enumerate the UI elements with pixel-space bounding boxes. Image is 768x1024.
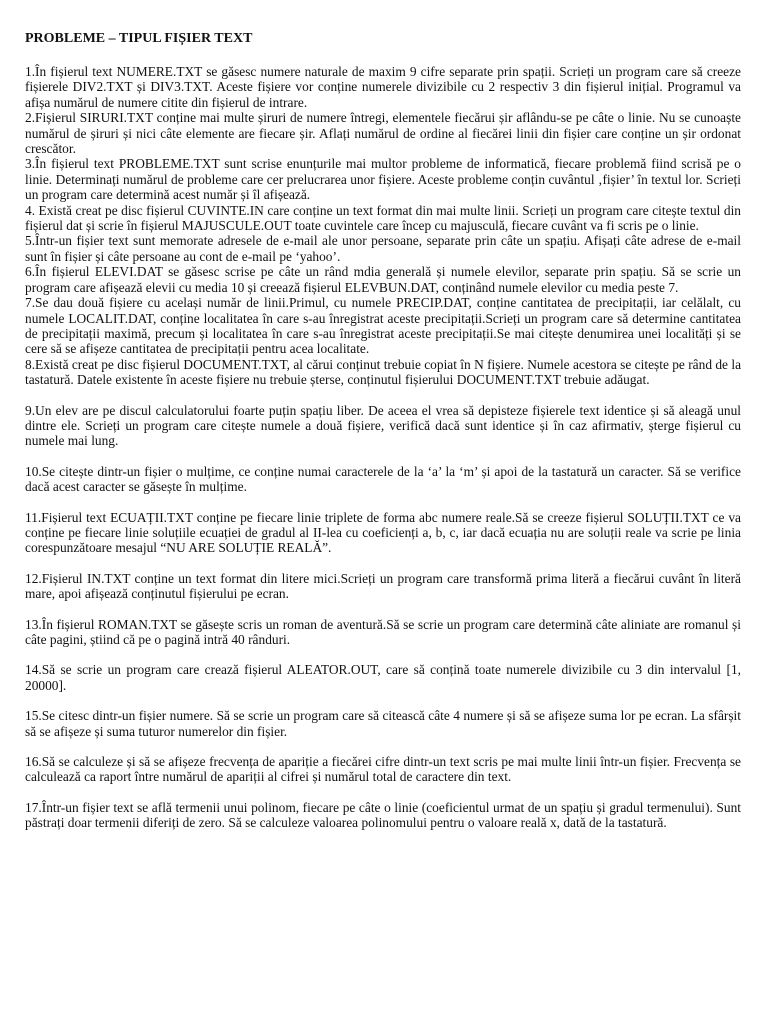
problem-13: 13.În fișierul ROMAN.TXT se găsește scris un roman de aventură.Să se scrie un program care determină câte aliniate are romanul și câte pagini, știind că pe o pagină intră 40 rânduri.: [25, 616, 741, 647]
problem-17: 17.Într-un fișier text se află termenii unui polinom, fiecare pe câte o linie (coeficientul urmat de un spațiu și gradul termenului). Sunt păstrați doar termenii diferiți de zero. Să se calculeze valoarea polinomului pentru o valoare reală x, dată de la tastatură.: [25, 799, 741, 831]
problem-16: 16.Să se calculeze și să se afișeze frecvența de apariție a fiecărei cifre dintr-un text scris pe mai multe linii într-un fișier. Frecvența se calculează ca raport între numărul de apariții al cifrei și numărul total de caractere din text.: [25, 754, 741, 785]
problem-3: 3.În fișierul text PROBLEME.TXT sunt scrise enunțurile mai multor probleme de informatică, fiecare problemă fiind scrisă pe o linie. Determinați numărul de probleme care cer prelucrarea unor fișiere. Aceste probleme conțin cuvântul ‚fișier’ în textul lor. Scrieți un program care determină acest număr și îl afișează.: [25, 156, 741, 203]
document-title: PROBLEME – TIPUL FIȘIER TEXT: [25, 31, 253, 46]
problem-9: 9.Un elev are pe discul calculatorului foarte puțin spațiu liber. De aceea el vrea să depisteze fișierele text identice și să aleagă unul dintre ele. Scrieți un program care citește numele a două fișiere, verifică dacă sunt identice și în caz afirmativ, șterge fișierul cu numele mai lung.: [25, 402, 741, 449]
problem-10: 10.Se citește dintr-un fișier o mulțime, ce conține numai caracterele de la ‘a’ la ‘m’ și apoi de la tastatură un caracter. Să se verifice dacă acest caracter se găsește în mulțime.: [25, 463, 741, 495]
problem-7: 7.Se dau două fișiere cu același număr de linii.Primul, cu numele PRECIP.DAT, conține cantitatea de precipitații, iar celălalt, cu numele LOCALIT.DAT, conține localitatea în care s-au înregistrat aceste precipitații.Scrieți un program care să determine cantitatea de precipitații maximă, precum și localitatea în care s-au înregistrat aceste precipitații.Se mai citește denumirea unei localități și se cere să se afișeze cantitatea de precipitații pentru acea localitate.: [25, 295, 741, 357]
problem-12: 12.Fișierul IN.TXT conține un text format din litere mici.Scrieți un program care transformă prima literă a fiecărui cuvânt în literă mare, apoi afișează conținutul fișierului pe ecran.: [25, 570, 741, 602]
problem-4: 4. Există creat pe disc fișierul CUVINTE.IN care conține un text format din mai multe linii. Scrieți un program care citește textul din fișierul dat și scrie în fișierul MAJUSCULE.OUT toate cuvintele care încep cu majusculă, fiecare cuvânt va fi scris pe o linie.: [25, 202, 741, 234]
problem-6: 6.În fișierul ELEVI.DAT se găsesc scrise pe câte un rând mdia generală și numele elevilor, separate prin spațiu. Să se scrie un program care afișează elevii cu media 10 și creează fișierul ELEVBUN.DAT, conținând numele elevilor cu media peste 7.: [25, 264, 741, 295]
problem-11: 11.Fișierul text ECUAȚII.TXT conține pe fiecare linie triplete de forma abc numere reale.Să se creeze fișierul SOLUȚII.TXT ce va conține pe fiecare linie soluțiile ecuației de gradul al II-lea cu coeficienți a, b, c, iar dacă ecuația nu are soluții reale va scrie pe linia corespunzătoare mesajul “NU ARE SOLUȚIE REALĂ”.: [25, 509, 741, 556]
problem-15: 15.Se citesc dintr-un fișier numere. Să se scrie un program care să citească câte 4 numere și să se afișeze suma lor pe ecran. La sfârșit să se afișeze și suma tuturor numerelor din fișier.: [25, 708, 741, 739]
problem-8: 8.Există creat pe disc fișierul DOCUMENT.TXT, al cărui conținut trebuie copiat în N fișiere. Numele acestora se citește pe rând de la tastatură. Datele existente în aceste fișiere nu trebuie șterse, conținutul fișierului DOCUMENT.TXT trebuie adăugat.: [25, 356, 742, 388]
problem-1: 1.În fișierul text NUMERE.TXT se găsesc numere naturale de maxim 9 cifre separate prin spații. Scrieți un program care să creeze fișierele DIV2.TXT și DIV3.TXT. Aceste fișiere vor conține numerele divizibile cu 2 respectiv 3 din fișierul inițial. Programul va afișa numărul de numere citite din fișierul de intrare.: [25, 64, 741, 110]
problem-14: 14.Să se scrie un program care crează fișierul ALEATOR.OUT, care să conțină toate numerele divizibile cu 3 din intervalul [1, 20000].: [25, 662, 741, 693]
problem-5: 5.Într-un fișier text sunt memorate adresele de e-mail ale unor persoane, separate prin câte un spațiu. Afișați câte adrese de e-mail sunt în fișier și câte persoane au cont de e-mail pe ‘yahoo’.: [25, 233, 741, 264]
problem-2: 2.Fișierul SIRURI.TXT conține mai multe șiruri de numere întregi, elementele fiecărui șir aflându-se pe câte o linie. Nu se cunoaște numărul de șiruri și nici câte elemente are fiecare șir. Aflați numărul de ordine al fiecărei linii din fișier care conține un șir ordonat crescător.: [25, 110, 741, 157]
